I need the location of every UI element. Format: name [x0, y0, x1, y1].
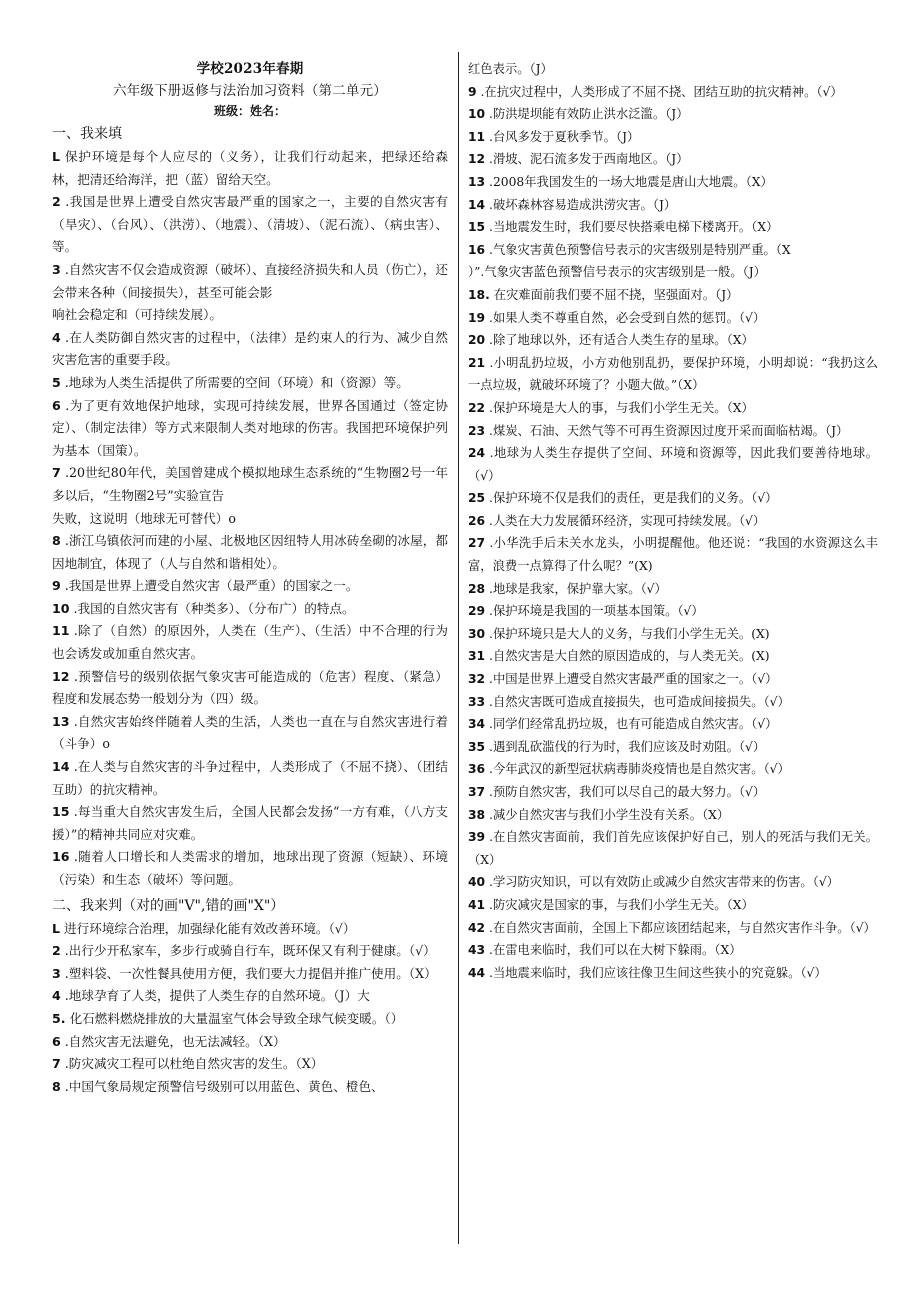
- fill-in-item: [52, 620, 448, 665]
- item-text: .地球孕育了人类，提供了人类生存的自然环境。（J）大: [64, 988, 370, 1004]
- item-number: 11: [468, 129, 486, 144]
- item-text: ）”.气象灾害蓝色预警信号表示的灾害级别是一般。（J）: [468, 265, 766, 280]
- item-text: .浙江乌镇依河而建的小屋、北极地区因纽特人用冰砖垒砌的冰屋，都因地制宜，体现了（人与自然和谐相处）。: [52, 533, 448, 571]
- judge-item: [468, 713, 878, 736]
- judge-list-left: [52, 918, 448, 1099]
- item-number: 21: [468, 355, 486, 370]
- judge-item: [52, 1076, 448, 1099]
- item-text: .减少自然灾害与我们小学生没有关系。（X）: [489, 807, 730, 822]
- section1-heading: 一、我来填: [52, 126, 122, 142]
- item-number: 9: [468, 84, 477, 99]
- judge-item: [468, 126, 878, 149]
- item-number: 34: [468, 717, 486, 732]
- judge-item: [468, 284, 878, 307]
- item-number: 14: [468, 197, 486, 212]
- class-name-line: 班级：姓名：: [213, 104, 286, 118]
- item-number: 24: [468, 446, 486, 461]
- judge-item: [468, 871, 878, 894]
- item-number: 42: [468, 920, 486, 935]
- item-number: 29: [468, 604, 486, 619]
- item-number: 15: [468, 220, 486, 235]
- item-number: 7: [52, 1056, 61, 1072]
- item-text: 失败，这说明（地球无可替代）o: [52, 510, 236, 526]
- item-text: .保护环境只是大人的义务，与我们小学生无关。(X): [489, 626, 770, 641]
- item-text: 响社会稳定和（可持续发展）。: [52, 307, 223, 323]
- item-text: .防灾减灾工程可以杜绝自然灾害的发生。（X）: [64, 1056, 324, 1072]
- fill-in-item: [52, 304, 448, 327]
- item-number: 31: [468, 649, 486, 664]
- item-number: 3: [52, 261, 61, 277]
- school-title: 学校2023年春期: [196, 61, 304, 77]
- fill-in-item: [52, 372, 448, 395]
- fill-in-item: [52, 462, 448, 507]
- item-number: 13: [468, 174, 486, 189]
- judge-item: [468, 826, 878, 871]
- item-number: 7: [52, 465, 61, 481]
- item-number: L: [52, 149, 61, 164]
- item-number: 41: [468, 897, 486, 912]
- item-number: 4: [52, 329, 61, 345]
- judge-item: [468, 510, 878, 533]
- item-number: 18.: [468, 287, 490, 302]
- section2-heading: 二、我来判（对的画"V",错的画"X"）: [52, 897, 285, 914]
- item-number: 8: [52, 1078, 61, 1094]
- judge-item: [468, 58, 878, 81]
- item-number: 25: [468, 491, 486, 506]
- item-number: 20: [468, 333, 486, 348]
- item-text: .在抗灾过程中，人类形成了不屈不挠、团结互助的抗灾精神。（√）: [480, 84, 843, 99]
- item-number: 10: [52, 600, 70, 616]
- item-text: .保护环境是大人的事，与我们小学生无关。（X）: [489, 400, 754, 415]
- judge-list-right: [468, 58, 878, 984]
- item-text: .小明乱扔垃圾，小方劝他别乱扔，要保护环境，小明却说：“我扔这么一点垃圾，就破坏环境了？小题大做。”（X）: [468, 355, 878, 393]
- judge-item: [468, 645, 878, 668]
- item-number: 37: [468, 785, 486, 799]
- item-text: .出行少开私家车，多步行或骑自行车，既环保又有利于健康。（√）: [64, 943, 436, 959]
- item-number: 6: [52, 397, 61, 413]
- judge-item: [468, 736, 878, 759]
- item-text: .煤炭、石油、天然气等不可再生资源因过度开采而面临枯竭。（J）: [489, 423, 849, 438]
- item-number: 26: [468, 513, 486, 528]
- item-text: .保护环境是我国的一项基本国策。（√）: [489, 604, 704, 619]
- item-number: 19: [468, 310, 486, 325]
- fill-in-item: [52, 508, 448, 531]
- judge-item: [468, 962, 878, 985]
- item-number: 43: [468, 943, 486, 958]
- item-number: 39: [468, 830, 486, 845]
- item-text: .遇到乱砍滥伐的行为时，我们应该及时劝阻。（√）: [489, 739, 766, 754]
- item-number: 44: [468, 965, 486, 980]
- judge-item: [468, 81, 878, 104]
- item-number: 10: [468, 107, 486, 122]
- item-text: .预防自然灾害，我们可以尽自己的最大努力。（√）: [489, 785, 766, 799]
- item-text: .我国的自然灾害有（种类多）、（分布广）的特点。: [73, 600, 355, 616]
- item-text: .当地震来临时，我们应该往像卫生间这些狭小的究竟躲。（√）: [489, 965, 827, 980]
- item-number: 22: [468, 400, 486, 415]
- item-number: L: [52, 920, 61, 936]
- item-number: 5: [52, 374, 61, 390]
- judge-item: [468, 148, 878, 171]
- judge-item: [468, 894, 878, 917]
- item-text: .地球为人类生存提供了空间、环境和资源等，因此我们要善待地球。（√）: [468, 446, 878, 483]
- judge-item: [468, 261, 878, 284]
- left-column: [52, 58, 448, 1098]
- item-text: .2008年我国发生的一场大地震是唐山大地震。（X）: [489, 174, 773, 189]
- item-text: 进行环境综合治理，加强绿化能有效改善环境。（√）: [64, 920, 356, 936]
- judge-item: [468, 397, 878, 420]
- item-number: 35: [468, 739, 486, 754]
- item-text: .滑坡、泥石流多发于西南地区。（J）: [489, 152, 689, 167]
- page-subtitle: 六年级下册返修与法治加习资料（第二单元）: [113, 83, 387, 99]
- judge-item: [52, 1031, 448, 1054]
- item-text: .每当重大自然灾害发生后，全国人民都会发扬“一方有难，（八方支援）”的精神共同应对灾难。: [52, 804, 448, 842]
- item-number: 16: [52, 849, 70, 865]
- item-number: 15: [52, 804, 70, 820]
- item-text: .中国气象局规定预警信号级别可以用蓝色、黄色、橙色、: [64, 1078, 384, 1094]
- item-number: 33: [468, 694, 486, 709]
- item-number: 6: [52, 1033, 61, 1049]
- item-text: .人类在大力发展循环经济，实现可持续发展。（√）: [489, 513, 766, 528]
- judge-item: [52, 963, 448, 986]
- item-number: 38: [468, 807, 486, 822]
- judge-item: [52, 1053, 448, 1076]
- item-text: .塑料袋、一次性餐具使用方便，我们要大力提倡并推广使用。（X）: [64, 965, 437, 981]
- item-text: .地球是我家，保护靠大家。（√）: [489, 581, 667, 596]
- item-text: .同学们经常乱扔垃圾，也有可能造成自然灾害。（√）: [489, 717, 778, 732]
- judge-item: [468, 623, 878, 646]
- item-number: 5.: [52, 1010, 66, 1026]
- item-number: 11: [52, 623, 70, 639]
- item-text: .自然灾害既可造成直接损失，也可造成间接损失。（√）: [489, 694, 790, 709]
- item-number: 36: [468, 762, 486, 777]
- judge-item: [468, 171, 878, 194]
- fill-in-item: [52, 598, 448, 621]
- judge-item: [468, 239, 878, 262]
- item-text: .在自然灾害面前，全国上下都应该团结起来，与自然灾害作斗争。（√）: [489, 920, 876, 935]
- item-text: .除了地球以外，还有适合人类生存的星球。（X）: [489, 333, 754, 348]
- fill-in-item: [52, 711, 448, 756]
- fill-in-list: [52, 146, 448, 892]
- item-text: .地球为人类生活提供了所需要的空间（环境）和（资源）等。: [64, 374, 409, 390]
- item-text: .除了（自然）的原因外，人类在（生产）、（生活）中不合理的行为也会诱发或加重自然灾害。: [52, 623, 448, 662]
- item-text: 在灾难面前我们要不屈不挠，坚强面对。（J）: [493, 287, 739, 302]
- column-divider: [458, 52, 459, 1244]
- item-text: .防洪堤坝能有效防止洪水泛滥。（J）: [489, 107, 689, 122]
- judge-item: [468, 329, 878, 352]
- fill-in-item: [52, 395, 448, 463]
- item-text: .自然灾害是大自然的原因造成的，与人类无关。(X): [489, 649, 770, 664]
- item-number: 4: [52, 988, 61, 1004]
- item-text: .为了更有效地保护地球，实现可持续发展，世界各国通过（签定协定）、（制定法律）等方式来限制人类对地球的伤害。我国把环境保护列为基本（国策）。: [52, 397, 448, 458]
- item-text: .预警信号的级别依据气象灾害可能造成的（危害）程度、（紧急）程度和发展态势一般划分为（四）级。: [52, 668, 448, 707]
- fill-in-item: [52, 146, 448, 191]
- item-text: .保护环境不仅是我们的责任，更是我们的义务。（√）: [489, 491, 778, 506]
- judge-item: [468, 781, 878, 804]
- item-number: 12: [52, 668, 70, 684]
- judge-item: [52, 1008, 448, 1031]
- item-number: 8: [52, 533, 61, 549]
- item-text: .气象灾害黄色预警信号表示的灾害级别是特别严重。（X: [489, 242, 791, 257]
- item-text: .小华洗手后未关水龙头，小明提醒他。他还说：“我国的水资源这么丰富，浪费一点算得了什么呢？”(X): [468, 536, 878, 574]
- item-number: 16: [468, 242, 486, 257]
- item-text: .在人类防御自然灾害的过程中，（法律）是约束人的行为、减少自然灾害危害的重要手段。: [52, 329, 448, 368]
- item-text: .防灾减灾是国家的事，与我们小学生无关。（X）: [489, 897, 754, 912]
- fill-in-item: [52, 756, 448, 801]
- item-text: 红色表示。（J）: [468, 62, 553, 76]
- item-text: .在雷电来临时，我们可以在大树下躲雨。（X）: [489, 943, 742, 958]
- item-text: .如果人类不尊重自然，必会受到自然的惩罚。（√）: [489, 310, 766, 325]
- fill-in-item: [52, 666, 448, 711]
- item-number: 14: [52, 759, 70, 775]
- judge-item: [468, 939, 878, 962]
- fill-in-item: [52, 575, 448, 598]
- judge-item: [468, 917, 878, 940]
- judge-item: [468, 194, 878, 217]
- item-number: 13: [52, 713, 70, 729]
- judge-item: [468, 804, 878, 827]
- judge-item: [468, 307, 878, 330]
- item-text: .台风多发于夏秋季节。（J）: [489, 129, 640, 144]
- item-number: 2: [52, 943, 61, 959]
- judge-item: [468, 487, 878, 510]
- item-text: .随着人口增长和人类需求的增加，地球出现了资源（短缺）、环境（污染）和生态（破坏）等问题。: [52, 849, 448, 887]
- item-text: .自然灾害不仅会造成资源（破坏）、直接经济损失和人员（伤亡），还会带来各种（间接损失），甚至可能会影: [52, 261, 448, 300]
- item-text: .中国是世界上遭受自然灾害最严重的国家之一。（√）: [489, 672, 778, 687]
- item-number: 32: [468, 672, 486, 687]
- fill-in-item: [52, 846, 448, 891]
- fill-in-item: [52, 530, 448, 575]
- item-number: 12: [468, 152, 486, 167]
- item-text: .20世纪80年代，美国曾建成个模拟地球生态系统的“生物圈2号一年多以后，“生物圈2号”实验宣告: [52, 465, 448, 503]
- item-number: 27: [468, 536, 486, 551]
- judge-item: [468, 578, 878, 601]
- item-text: .学习防灾知识，可以有效防止或减少自然灾害带来的伤害。（√）: [489, 875, 839, 890]
- item-text: .破坏森林容易造成洪涝灾害。（J）: [489, 197, 677, 212]
- item-number: 23: [468, 423, 486, 438]
- right-column: [468, 58, 878, 984]
- judge-item: [468, 103, 878, 126]
- judge-item: [468, 352, 878, 397]
- fill-in-item: [52, 191, 448, 259]
- judge-item: [468, 442, 878, 487]
- judge-item: [52, 940, 448, 963]
- judge-item: [52, 918, 448, 941]
- item-text: 化石燃料燃烧排放的大量温室气体会导致全球气候变暖。（）: [69, 1010, 404, 1026]
- judge-item: [468, 216, 878, 239]
- fill-in-item: [52, 327, 448, 372]
- item-text: .我国是世界上遭受自然灾害最严重的国家之一，主要的自然灾害有（旱灾）、（台风）、（洪涝）、（地震）、（清坡）、（泥石流）、（病虫害）、等。: [52, 194, 448, 255]
- judge-item: [468, 532, 878, 577]
- item-text: .自然灾害始终伴随着人类的生活，人类也一直在与自然灾害进行着（斗争）o: [52, 713, 448, 752]
- judge-item: [468, 668, 878, 691]
- item-text: .我国是世界上遭受自然灾害（最严重）的国家之一。: [64, 578, 359, 594]
- judge-item: [468, 758, 878, 781]
- item-text: .当地震发生时，我们要尽快搭乘电梯下楼离开。（X）: [489, 220, 779, 235]
- item-text: .在自然灾害面前，我们首先应该保护好自己，别人的死活与我们无关。（X）: [468, 830, 878, 867]
- fill-in-item: [52, 801, 448, 846]
- item-number: 2: [52, 194, 61, 210]
- judge-item: [52, 985, 448, 1008]
- item-text: .自然灾害无法避免，也无法减轻。（X）: [64, 1033, 286, 1049]
- item-number: 30: [468, 626, 486, 641]
- item-number: 9: [52, 578, 61, 594]
- judge-item: [468, 691, 878, 714]
- item-number: 3: [52, 965, 61, 981]
- item-text: .今年武汉的新型冠状病毒肺炎疫情也是自然灾害。（√）: [489, 762, 790, 777]
- judge-item: [468, 600, 878, 623]
- item-number: 40: [468, 875, 486, 890]
- item-text: 保护环境是每个人应尽的（义务），让我们行动起来，把绿还给森林，把清还给海洋，把（蓝）留给天空。: [52, 149, 448, 187]
- item-number: 28: [468, 581, 486, 596]
- fill-in-item: [52, 259, 448, 304]
- judge-item: [468, 420, 878, 443]
- item-text: .在人类与自然灾害的斗争过程中，人类形成了（不屈不挠）、（团结互助）的抗灾精神。: [52, 759, 448, 797]
